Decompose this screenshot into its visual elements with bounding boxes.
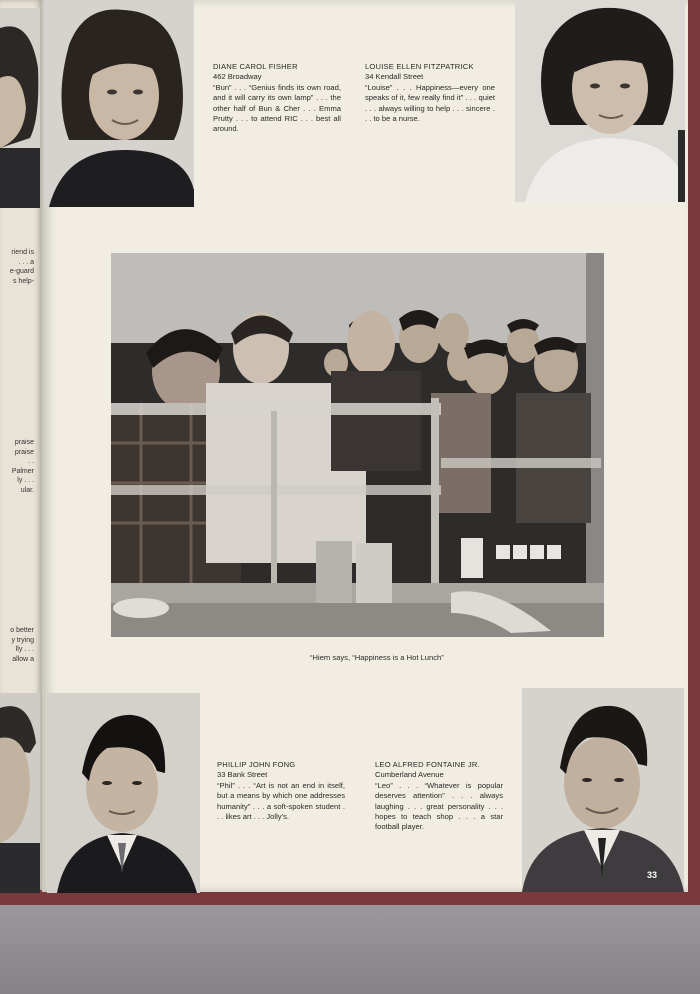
student-bio-text: “Louise” . . . Happiness—every one speaks of it, few really find it” . . . quiet . . . always willing to help . . . sincere . . . to be a nurse.: [365, 82, 495, 124]
bio-diane-fisher: [213, 62, 341, 135]
student-bio-text: “Bun” . . . “Genius finds its own road, and it will carry its own lamp” . . . the other half of Bun & Cher . . . Emma Prutty . . . to attend RIC . . . best all around.: [213, 82, 341, 134]
photo-caption: “Hiem says, “Happiness is a Hot Lunch”: [310, 653, 444, 662]
portrait-louise-fitzpatrick: [515, 0, 685, 202]
student-bio-text: “Phil” . . . “Art is not an end in itself, but a means by which one addresses humanity” . . . a soft-spoken student . . . likes art . . . Jolly’s.: [217, 780, 345, 822]
student-address: 462 Broadway: [213, 72, 262, 82]
bio-louise-fitzpatrick: [365, 62, 495, 124]
bio-leo-fontaine: [375, 760, 503, 833]
page-number: 33: [647, 870, 658, 880]
left-page-text-top: riend is . . . a e-guard s help-: [9, 249, 34, 285]
student-name: LOUISE ELLEN FITZPATRICK: [365, 62, 474, 71]
student-address: 33 Bank Street: [217, 770, 268, 780]
facing-portrait-top: [0, 8, 40, 208]
left-page-text-bottom: o better y trying lly . . . allow a: [10, 627, 34, 663]
table-surface: [0, 905, 700, 994]
portrait-diane-fisher: [44, 0, 194, 207]
student-name: PHILLIP JOHN FONG: [217, 760, 296, 769]
cafeteria-photo: [111, 253, 604, 637]
portrait-phillip-fong: [47, 693, 200, 893]
bio-phillip-fong: [217, 760, 345, 822]
student-address: 34 Kendall Street: [365, 72, 424, 82]
yearbook-page: [42, 0, 688, 892]
facing-portrait-bottom: [0, 693, 40, 893]
left-page-text-middle: praise praise . . Palmer ly . . . ular.: [11, 439, 34, 494]
student-address: Cumberland Avenue: [375, 770, 444, 780]
student-name: DIANE CAROL FISHER: [213, 62, 298, 71]
portrait-leo-fontaine: [522, 688, 684, 892]
student-bio-text: “Leo” . . . “Whatever is popular deserves attention” . . . always laughing . . . great personality . . . hopes to teach shop . . . a star football player.: [375, 780, 503, 832]
student-name: LEO ALFRED FONTAINE JR.: [375, 760, 480, 769]
left-page-edge: [0, 0, 42, 890]
